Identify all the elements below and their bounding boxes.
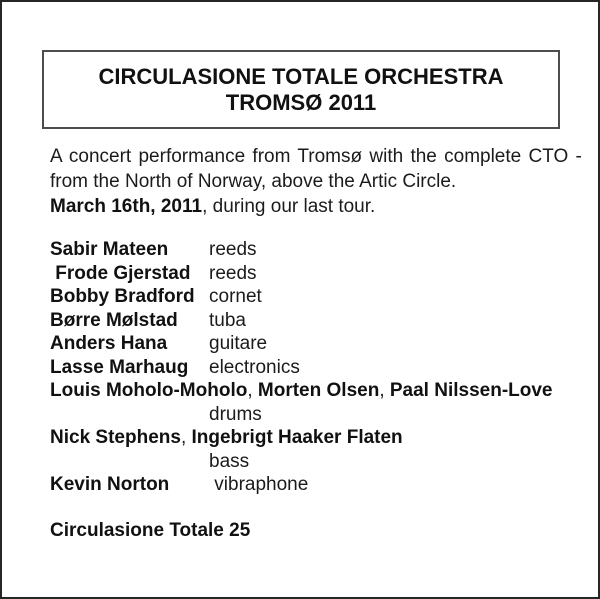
personnel-row xyxy=(50,450,558,474)
person-name xyxy=(50,262,209,286)
person-name xyxy=(50,356,209,380)
person-name: Louis Moholo-Moholo, Morten Olsen, Paal Nilssen-Love xyxy=(50,380,553,401)
person-name-text: Ingebrigt Haaker Flaten xyxy=(191,427,403,448)
album-title: Circulasione Totale 25 xyxy=(50,519,251,541)
personnel-row xyxy=(50,332,558,356)
instrument: guitare xyxy=(209,333,268,354)
person-name-text: Nick Stephens xyxy=(50,427,181,448)
instrument: cornet xyxy=(209,286,262,307)
personnel-row xyxy=(50,426,558,450)
intro-line-3-rest: , during our last tour. xyxy=(202,196,376,217)
instrument: drums xyxy=(209,403,262,425)
person-name-text: Børre Mølstad xyxy=(50,309,178,331)
personnel-row xyxy=(50,379,558,403)
person-name xyxy=(50,309,209,333)
person-name xyxy=(50,473,209,497)
person-name-text: Anders Hana xyxy=(50,333,168,354)
personnel-list xyxy=(50,238,558,497)
content-area xyxy=(2,144,598,543)
person-name-text: Bobby Bradford xyxy=(50,286,195,307)
person-name-text: Kevin Norton xyxy=(50,474,170,495)
person-name: Nick Stephens, Ingebrigt Haaker Flaten xyxy=(50,427,403,448)
intro-line-1: A concert performance from Tromsø with the complete CTO - xyxy=(50,146,582,167)
instrument: reeds xyxy=(209,262,257,284)
personnel-row xyxy=(50,309,558,333)
personnel-row xyxy=(50,356,558,380)
person-name xyxy=(50,285,209,309)
person-name-text: Lasse Marhaug xyxy=(50,356,189,378)
title-box xyxy=(42,50,560,129)
intro-line-2: from the North of Norway, above the Artic Circle. xyxy=(50,171,457,192)
instrument: reeds xyxy=(209,239,257,260)
person-name-text: Sabir Mateen xyxy=(50,239,169,260)
person-name xyxy=(50,332,209,356)
personnel-row xyxy=(50,473,558,497)
orchestra-subtitle: TROMSØ 2011 xyxy=(225,89,377,115)
person-name xyxy=(50,238,209,262)
concert-date: March 16th, 2011 xyxy=(50,196,203,217)
person-name-text: Louis Moholo-Moholo xyxy=(50,380,248,401)
personnel-row xyxy=(50,238,558,262)
instrument: electronics xyxy=(209,356,300,378)
instrument: tuba xyxy=(209,309,246,331)
intro-paragraph xyxy=(50,144,582,219)
person-name-text: Frode Gjerstad xyxy=(50,262,191,284)
person-name-text: Morten Olsen xyxy=(257,380,380,401)
personnel-row xyxy=(50,403,558,427)
personnel-row xyxy=(50,262,558,286)
intro-line-3 xyxy=(50,194,558,219)
instrument: bass xyxy=(209,450,250,472)
orchestra-title: CIRCULASIONE TOTALE ORCHESTRA xyxy=(98,63,504,89)
person-name-text: Paal Nilssen-Love xyxy=(389,380,553,401)
instrument: vibraphone xyxy=(209,474,309,495)
personnel-row xyxy=(50,285,558,309)
